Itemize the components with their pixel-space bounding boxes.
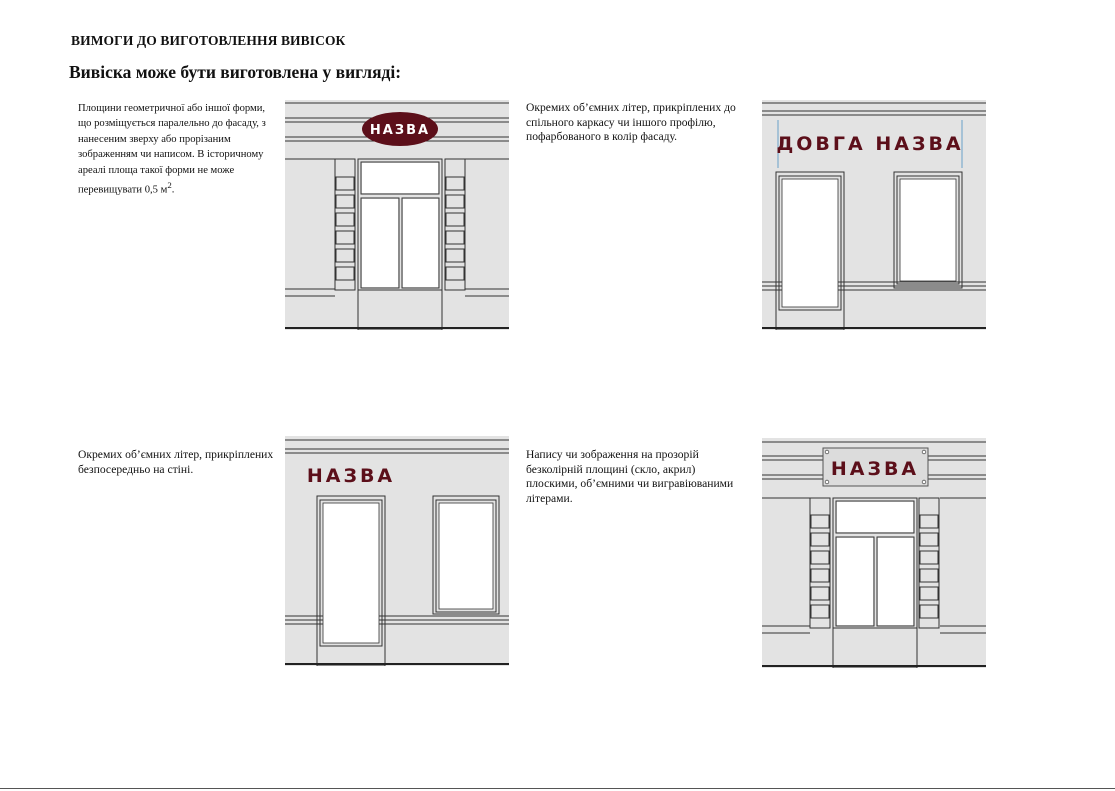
panel-fixing-top-left (825, 450, 829, 454)
facade-illustration-wall-letters (285, 436, 509, 666)
panel-fixing-bottom-left (825, 480, 829, 484)
facade-illustration-frame-letters (762, 100, 986, 330)
panel-fixing-top-right (922, 450, 926, 454)
option-3-description: Окремих об’ємних літер, прикріплених безпосередньо на стіні. (78, 448, 274, 476)
option-4-description: Напису чи зображення на прозорій безколірній площині (скло, акрил) плоскими, об’ємними чи вигравіюваними літерами. (526, 448, 734, 505)
option-2-description: Окремих об’ємних літер, прикріплених до спільного каркасу чи іншого профілю, пофарбованого в колір фасаду. (526, 101, 736, 144)
document-heading: ВИМОГИ ДО ВИГОТОВЛЕННЯ ВИВІСОК (71, 33, 346, 48)
option-1-text: Площини геометричної або іншої форми, що розміщується паралельно до фасаду, з нанесеним зверху або прорізаним зображенням чи написом. В історичному ареалі площа такої форми не може перевищувати 0,5 м (78, 103, 266, 196)
panel-fixing-bottom-right (922, 480, 926, 484)
wall-sign-text: НАЗВА (306, 465, 396, 487)
panel-sign-text: НАЗВА (830, 458, 920, 480)
facade-illustration-oval-sign (285, 100, 509, 330)
document-subheading: Вивіска може бути виготовлена у вигляді: (69, 62, 402, 82)
long-sign-text: ДОВГА НАЗВА (776, 133, 964, 155)
option-1-suffix: . (171, 184, 175, 196)
option-1-superscript: 2 (167, 180, 172, 191)
page-bottom-rule (0, 788, 1115, 789)
facade-illustration-transparent-panel (762, 438, 986, 668)
option-1-description (78, 101, 278, 198)
oval-sign-text: НАЗВА (369, 123, 431, 138)
